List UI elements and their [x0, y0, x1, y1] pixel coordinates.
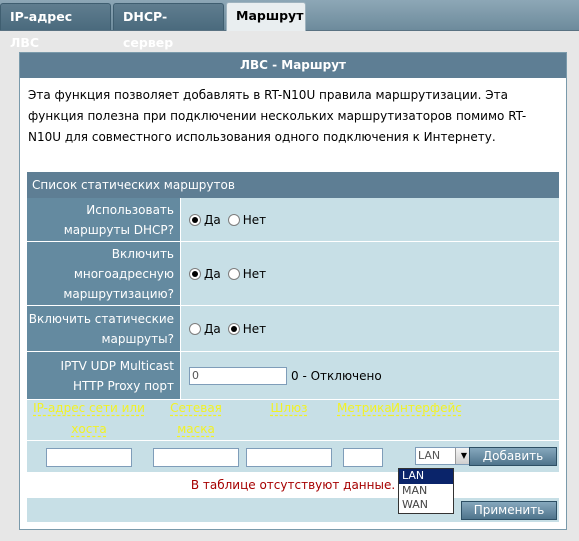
network-ip-input[interactable] [46, 448, 132, 467]
add-button[interactable]: Добавить [469, 447, 557, 466]
interface-dropdown-list [398, 468, 454, 514]
radio-icon[interactable] [189, 214, 201, 226]
tab-bar [0, 0, 579, 50]
route-input-row [27, 441, 559, 472]
interface-option-man[interactable]: MAN [402, 483, 428, 497]
col-gateway: Шлюз [270, 401, 308, 415]
radio-icon[interactable] [228, 214, 240, 226]
col-metric: Метрика [337, 401, 392, 415]
panel-description: Эта функция позволяет добавлять в RT-N10U правила маршрутизации. Эта функция полезна при подключении нескольких маршрутизаторов помимо RT-N10U для совместного использования одного подключения к Интернету. [28, 88, 527, 144]
use-dhcp-routes-no[interactable]: Нет [228, 213, 266, 227]
metric-input[interactable] [343, 448, 383, 467]
chevron-down-icon[interactable]: ▼ [455, 448, 472, 464]
multicast-label: Включить многоадресную маршрутизацию? [27, 242, 181, 305]
iptv-proxy-label: IPTV UDP Multicast HTTP Proxy порт [27, 352, 181, 399]
route-panel [19, 52, 567, 530]
row-static-routes [27, 306, 559, 352]
use-dhcp-routes-label: Использовать маршруты DHCP? [27, 198, 181, 241]
static-routes-yes[interactable]: Да [189, 322, 221, 336]
footer-row [27, 498, 559, 522]
gateway-input[interactable] [246, 448, 332, 467]
panel-title: ЛВС - Маршрут [20, 53, 566, 78]
row-multicast-routing [27, 242, 559, 306]
radio-icon[interactable] [228, 323, 240, 335]
interface-select[interactable]: LAN ▼ [415, 447, 473, 465]
static-routes-section [27, 172, 559, 522]
iptv-port-input[interactable]: 0 [189, 367, 287, 385]
interface-option-lan[interactable]: LAN [399, 469, 453, 484]
netmask-input[interactable] [153, 448, 239, 467]
row-iptv-proxy [27, 352, 559, 400]
col-network-ip: IP-адрес сети или хоста [33, 401, 145, 436]
section-title: Список статических маршрутов [27, 172, 559, 198]
row-use-dhcp-routes [27, 198, 559, 242]
col-interface: Интерфейс [391, 401, 462, 415]
apply-button[interactable]: Применить [461, 501, 557, 520]
multicast-no[interactable]: Нет [228, 267, 266, 281]
col-netmask: Сетевая маска [170, 401, 222, 436]
radio-icon[interactable] [228, 268, 240, 280]
radio-icon[interactable] [189, 323, 201, 335]
iptv-port-hint: 0 - Отключено [291, 368, 382, 383]
radio-icon[interactable] [189, 268, 201, 280]
interface-option-wan[interactable]: WAN [402, 498, 429, 511]
tab-lan-ip[interactable]: IP-адрес ЛВС [0, 3, 111, 30]
multicast-yes[interactable]: Да [189, 267, 221, 281]
static-routes-no[interactable]: Нет [228, 322, 266, 336]
tab-route[interactable]: Маршрут [226, 2, 306, 31]
empty-table-message: В таблице отсутствуют данные. [27, 472, 559, 498]
route-table-header [27, 400, 559, 441]
tab-dhcp-server[interactable]: DHCP-сервер [113, 3, 224, 30]
use-dhcp-routes-yes[interactable]: Да [189, 213, 221, 227]
static-routes-label: Включить статические маршруты? [27, 306, 181, 351]
